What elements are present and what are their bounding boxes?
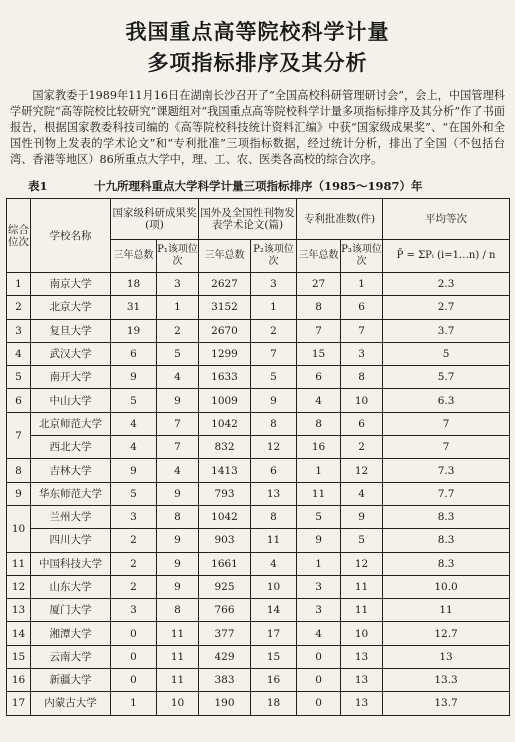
paper-total-cell: 793 (199, 482, 251, 505)
award-rank-cell: 9 (157, 575, 199, 598)
patent-rank-cell: 13 (341, 669, 383, 692)
award-total-cell: 2 (111, 575, 157, 598)
patent-total-cell: 15 (297, 342, 341, 365)
award-total-cell: 0 (111, 622, 157, 645)
school-name-cell: 中山大学 (31, 389, 111, 412)
article-title-line-2: 多项指标排序及其分析 (147, 50, 368, 75)
school-name-cell: 北京大学 (31, 296, 111, 319)
patent-total-cell: 16 (297, 436, 341, 459)
average-rank-cell: 2.3 (383, 273, 510, 296)
award-rank-cell: 8 (157, 599, 199, 622)
table-row (7, 389, 510, 412)
award-total-cell: 2 (111, 529, 157, 552)
table-row (7, 273, 510, 296)
school-name-cell: 吉林大学 (31, 459, 111, 482)
header-paper-p2: P₂该项位次 (251, 240, 297, 273)
award-total-cell: 31 (111, 296, 157, 319)
header-patent-total: 三年总数 (297, 240, 341, 273)
award-total-cell: 6 (111, 342, 157, 365)
patent-rank-cell: 9 (341, 505, 383, 528)
award-rank-cell: 3 (157, 273, 199, 296)
table-row (7, 459, 510, 482)
award-total-cell: 5 (111, 389, 157, 412)
patent-rank-cell: 4 (341, 482, 383, 505)
paper-total-cell: 1009 (199, 389, 251, 412)
table-row (7, 505, 510, 528)
award-total-cell: 3 (111, 599, 157, 622)
average-rank-cell: 7.7 (383, 482, 510, 505)
school-name-cell: 山东大学 (31, 575, 111, 598)
rank-cell: 3 (7, 319, 31, 342)
paper-rank-cell: 14 (251, 599, 297, 622)
table-row (7, 482, 510, 505)
school-name-cell: 南开大学 (31, 366, 111, 389)
paper-total-cell: 1661 (199, 552, 251, 575)
patent-rank-cell: 13 (341, 692, 383, 715)
intro-paragraph: 国家教委于1989年11月16日在湖南长沙召开了“全国高校科研管理研讨会”，会上，中国管理科学研究院“高等院校比较研究”课题组对“我国重点高等院校科学计量多项指标排序及其分析”作了书面报告，根据国家教委科技司编的《高等院校科技统计资料汇编》中获“国家级成果奖”、“在国外和全国性刊物上发表的学术论文”和“专利批准”三项指标数据，经过统计分析，排出了全国（不包括台湾、香港等地区）86所重点大学中，理、工、农、医类各高校的综合次序。 (10, 89, 505, 166)
award-total-cell: 3 (111, 505, 157, 528)
award-rank-cell: 5 (157, 342, 199, 365)
average-rank-cell: 7.3 (383, 459, 510, 482)
table-row (7, 436, 510, 459)
patent-total-cell: 4 (297, 389, 341, 412)
rank-cell: 16 (7, 669, 31, 692)
average-rank-cell: 5.7 (383, 366, 510, 389)
patent-rank-cell: 13 (341, 645, 383, 668)
header-patent-group: 专利批准数(件) (297, 199, 383, 240)
rank-cell: 7 (7, 412, 31, 459)
award-total-cell: 2 (111, 552, 157, 575)
average-rank-cell: 8.3 (383, 529, 510, 552)
article-title-line-1: 我国重点高等院校科学计量 (125, 19, 390, 44)
table-row (7, 529, 510, 552)
table-row (7, 342, 510, 365)
paper-total-cell: 377 (199, 622, 251, 645)
patent-total-cell: 7 (297, 319, 341, 342)
school-name-cell: 复旦大学 (31, 319, 111, 342)
patent-total-cell: 0 (297, 645, 341, 668)
award-rank-cell: 10 (157, 692, 199, 715)
paper-total-cell: 903 (199, 529, 251, 552)
paper-total-cell: 925 (199, 575, 251, 598)
paper-rank-cell: 1 (251, 296, 297, 319)
rank-cell: 8 (7, 459, 31, 482)
paper-rank-cell: 17 (251, 622, 297, 645)
paper-rank-cell: 8 (251, 412, 297, 435)
paper-rank-cell: 7 (251, 342, 297, 365)
award-rank-cell: 1 (157, 296, 199, 319)
award-rank-cell: 4 (157, 366, 199, 389)
patent-total-cell: 5 (297, 505, 341, 528)
average-rank-cell: 10.0 (383, 575, 510, 598)
patent-rank-cell: 7 (341, 319, 383, 342)
header-paper-total: 三年总数 (199, 240, 251, 273)
paper-total-cell: 832 (199, 436, 251, 459)
average-rank-cell: 13 (383, 645, 510, 668)
patent-total-cell: 6 (297, 366, 341, 389)
school-name-cell: 厦门大学 (31, 599, 111, 622)
average-rank-cell: 5 (383, 342, 510, 365)
paper-total-cell: 190 (199, 692, 251, 715)
header-average-group: 平均等次 (383, 199, 510, 240)
award-rank-cell: 9 (157, 552, 199, 575)
table-row (7, 692, 510, 715)
paper-rank-cell: 12 (251, 436, 297, 459)
patent-rank-cell: 5 (341, 529, 383, 552)
average-rank-cell: 7 (383, 412, 510, 435)
award-rank-cell: 4 (157, 459, 199, 482)
school-name-cell: 湘潭大学 (31, 622, 111, 645)
award-total-cell: 4 (111, 412, 157, 435)
school-name-cell: 内蒙古大学 (31, 692, 111, 715)
paper-rank-cell: 5 (251, 366, 297, 389)
patent-rank-cell: 11 (341, 575, 383, 598)
paper-rank-cell: 9 (251, 389, 297, 412)
average-rank-cell: 8.3 (383, 505, 510, 528)
paper-rank-cell: 18 (251, 692, 297, 715)
rank-cell: 10 (7, 505, 31, 552)
paper-rank-cell: 10 (251, 575, 297, 598)
paper-rank-cell: 16 (251, 669, 297, 692)
paper-total-cell: 1042 (199, 412, 251, 435)
header-patent-p3: P₃该项位次 (341, 240, 383, 273)
table-row (7, 645, 510, 668)
paper-total-cell: 1413 (199, 459, 251, 482)
award-rank-cell: 11 (157, 645, 199, 668)
school-name-cell: 兰州大学 (31, 505, 111, 528)
paper-rank-cell: 2 (251, 319, 297, 342)
award-rank-cell: 9 (157, 389, 199, 412)
school-name-cell: 武汉大学 (31, 342, 111, 365)
header-award-p1: P₁该项位次 (157, 240, 199, 273)
award-rank-cell: 7 (157, 436, 199, 459)
paper-total-cell: 3152 (199, 296, 251, 319)
average-rank-cell: 2.7 (383, 296, 510, 319)
table-row (7, 669, 510, 692)
award-total-cell: 0 (111, 669, 157, 692)
average-rank-cell: 3.7 (383, 319, 510, 342)
patent-rank-cell: 1 (341, 273, 383, 296)
rank-cell: 5 (7, 366, 31, 389)
table-row (7, 296, 510, 319)
table-row (7, 575, 510, 598)
patent-rank-cell: 11 (341, 599, 383, 622)
table-row (7, 412, 510, 435)
table-caption-text: 十九所理科重点大学科学计量三项指标排序（1985～1987）年 (94, 179, 423, 193)
paper-rank-cell: 15 (251, 645, 297, 668)
school-name-cell: 华东师范大学 (31, 482, 111, 505)
patent-total-cell: 8 (297, 296, 341, 319)
paper-rank-cell: 3 (251, 273, 297, 296)
patent-total-cell: 0 (297, 669, 341, 692)
average-rank-cell: 8.3 (383, 552, 510, 575)
patent-total-cell: 4 (297, 622, 341, 645)
school-name-cell: 四川大学 (31, 529, 111, 552)
school-name-cell: 北京师范大学 (31, 412, 111, 435)
ranking-table (6, 198, 510, 716)
average-rank-cell: 12.7 (383, 622, 510, 645)
paper-rank-cell: 11 (251, 529, 297, 552)
table-row (7, 622, 510, 645)
table-row (7, 552, 510, 575)
award-total-cell: 18 (111, 273, 157, 296)
patent-total-cell: 1 (297, 459, 341, 482)
rank-cell: 9 (7, 482, 31, 505)
award-rank-cell: 8 (157, 505, 199, 528)
school-name-cell: 云南大学 (31, 645, 111, 668)
average-rank-cell: 7 (383, 436, 510, 459)
award-rank-cell: 2 (157, 319, 199, 342)
paper-total-cell: 766 (199, 599, 251, 622)
average-rank-cell: 13.3 (383, 669, 510, 692)
paper-rank-cell: 13 (251, 482, 297, 505)
award-rank-cell: 9 (157, 529, 199, 552)
paper-total-cell: 383 (199, 669, 251, 692)
rank-cell: 1 (7, 273, 31, 296)
average-rank-cell: 13.7 (383, 692, 510, 715)
rank-cell: 17 (7, 692, 31, 715)
award-total-cell: 5 (111, 482, 157, 505)
rank-cell: 6 (7, 389, 31, 412)
school-name-cell: 西北大学 (31, 436, 111, 459)
patent-total-cell: 3 (297, 599, 341, 622)
header-award-group: 国家级科研成果奖(项) (111, 199, 199, 240)
paper-total-cell: 429 (199, 645, 251, 668)
patent-total-cell: 27 (297, 273, 341, 296)
average-rank-cell: 6.3 (383, 389, 510, 412)
patent-rank-cell: 12 (341, 459, 383, 482)
table-caption (28, 178, 509, 194)
paper-rank-cell: 4 (251, 552, 297, 575)
patent-rank-cell: 3 (341, 342, 383, 365)
rank-cell: 11 (7, 552, 31, 575)
school-name-cell: 南京大学 (31, 273, 111, 296)
patent-rank-cell: 10 (341, 389, 383, 412)
school-name-cell: 中国科技大学 (31, 552, 111, 575)
rank-cell: 15 (7, 645, 31, 668)
patent-total-cell: 1 (297, 552, 341, 575)
rank-cell: 4 (7, 342, 31, 365)
award-rank-cell: 11 (157, 669, 199, 692)
header-award-total: 三年总数 (111, 240, 157, 273)
table-caption-number: 表1 (28, 179, 48, 193)
paper-rank-cell: 8 (251, 505, 297, 528)
patent-total-cell: 11 (297, 482, 341, 505)
award-total-cell: 1 (111, 692, 157, 715)
header-school: 学校名称 (31, 199, 111, 273)
patent-rank-cell: 2 (341, 436, 383, 459)
paper-total-cell: 1633 (199, 366, 251, 389)
rank-cell: 2 (7, 296, 31, 319)
award-total-cell: 4 (111, 436, 157, 459)
patent-rank-cell: 8 (341, 366, 383, 389)
award-rank-cell: 9 (157, 482, 199, 505)
award-total-cell: 9 (111, 366, 157, 389)
award-rank-cell: 11 (157, 622, 199, 645)
patent-rank-cell: 12 (341, 552, 383, 575)
award-total-cell: 9 (111, 459, 157, 482)
header-paper-group: 国外及全国性刊物发表学术论文(篇) (199, 199, 297, 240)
patent-rank-cell: 10 (341, 622, 383, 645)
header-rank: 综合位次 (7, 199, 31, 273)
award-total-cell: 19 (111, 319, 157, 342)
patent-total-cell: 3 (297, 575, 341, 598)
paper-total-cell: 1299 (199, 342, 251, 365)
patent-total-cell: 0 (297, 692, 341, 715)
paper-total-cell: 2627 (199, 273, 251, 296)
paper-rank-cell: 6 (251, 459, 297, 482)
award-rank-cell: 7 (157, 412, 199, 435)
patent-rank-cell: 6 (341, 412, 383, 435)
patent-total-cell: 9 (297, 529, 341, 552)
header-average-formula: P̄ = ΣPᵢ (i=1…n) / n (383, 240, 510, 273)
table-row (7, 319, 510, 342)
patent-total-cell: 8 (297, 412, 341, 435)
table-body (7, 273, 510, 716)
award-total-cell: 0 (111, 645, 157, 668)
table-row (7, 599, 510, 622)
rank-cell: 14 (7, 622, 31, 645)
patent-rank-cell: 6 (341, 296, 383, 319)
paper-total-cell: 1042 (199, 505, 251, 528)
paper-total-cell: 2670 (199, 319, 251, 342)
table-row (7, 366, 510, 389)
school-name-cell: 新疆大学 (31, 669, 111, 692)
rank-cell: 12 (7, 575, 31, 598)
average-rank-cell: 11 (383, 599, 510, 622)
rank-cell: 13 (7, 599, 31, 622)
